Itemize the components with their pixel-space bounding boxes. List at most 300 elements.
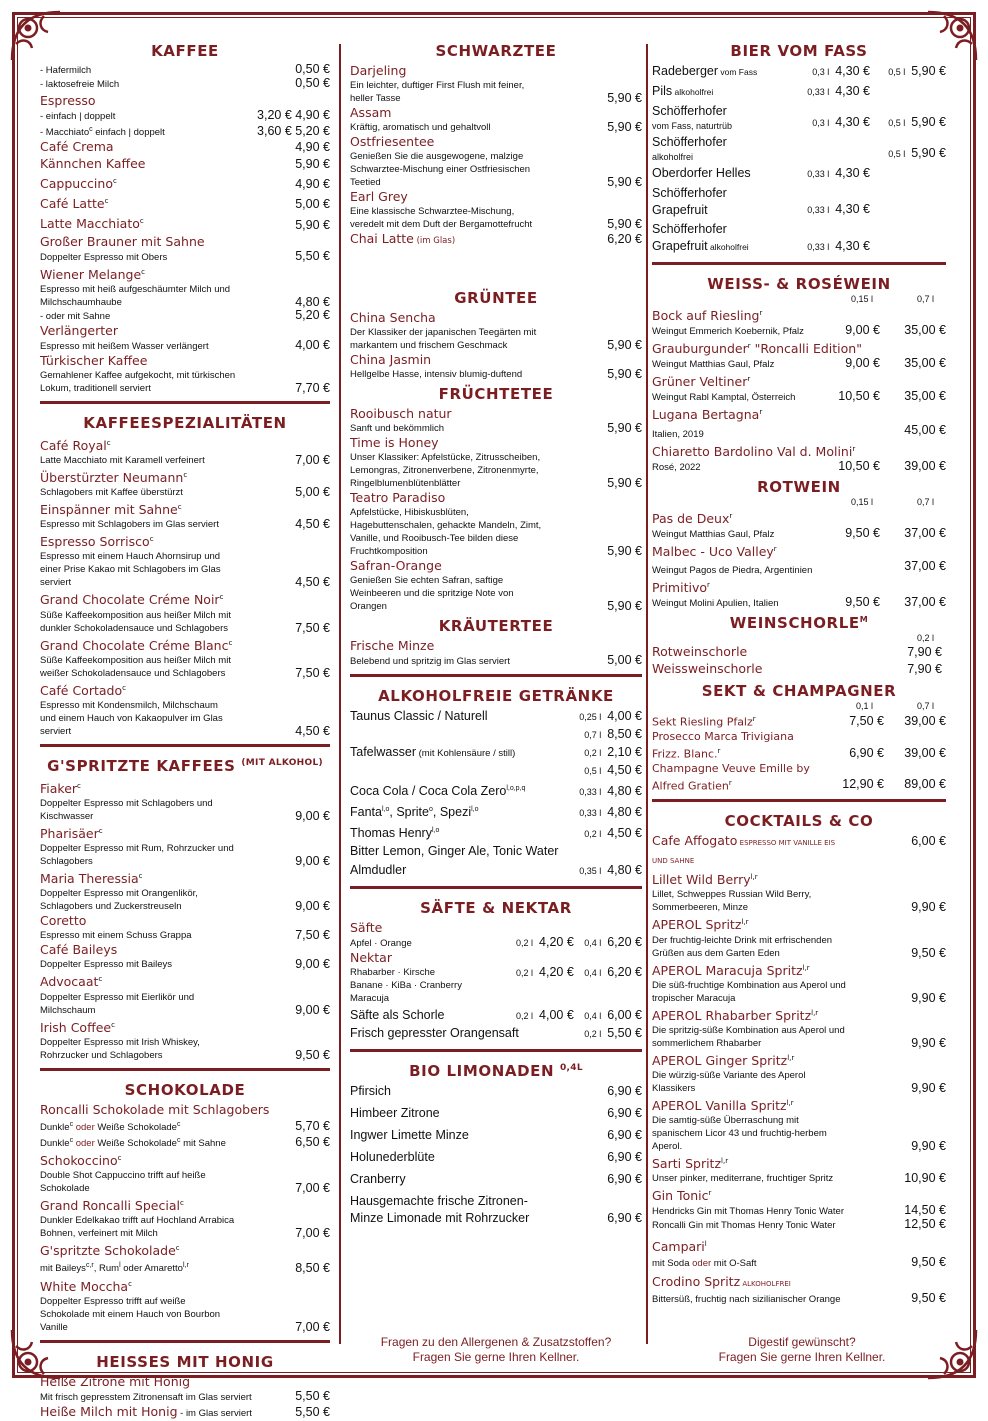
menu-item xyxy=(652,424,946,441)
menu-item: Doppelter Espresso mit Obers 5,50 € xyxy=(40,248,330,263)
menu-item: Doppelter Espresso trifft auf weiße Schokolade mit einem Hauch von Bourbon Vanille 7,00 € xyxy=(40,1295,330,1334)
item-price: 9,90 € xyxy=(911,1035,946,1050)
item-name: Schokoccino$^c$ xyxy=(40,1153,122,1169)
menu-item: Coca Cola / Coca Cola Zero$^{l,o,p,q}$ 0,33 l 4,80 € xyxy=(350,784,642,799)
item-note: alkoholfrei xyxy=(652,152,694,162)
menu-item: Weissweinschorle 7,90 € xyxy=(652,661,942,677)
menu-item xyxy=(652,560,946,577)
item-name: APEROL Vanilla Spritz$^{l,r}$ xyxy=(652,1098,794,1114)
item-prices xyxy=(820,527,946,540)
item-price: 5,90 € xyxy=(607,476,642,490)
item-description: Die spritzig-süße Kombination aus Aperol und sommerlichem Rhabarber xyxy=(652,1024,845,1049)
section-title: BIO LIMONADEN $^{0,4L}$ xyxy=(409,1062,583,1081)
item-name: Nektar xyxy=(350,950,392,966)
section-honig xyxy=(40,1349,330,1421)
item-footnote: r xyxy=(852,444,856,453)
section-schokolade xyxy=(40,1077,330,1334)
section-title: WEISS- & ROSÉWEIN xyxy=(707,275,891,293)
price-large xyxy=(870,63,946,81)
menu-item: Mit frisch gepresstem Zitronensaft im Glas serviert 5,50 € xyxy=(40,1388,330,1403)
item-description: Genießen Sie echten Safran, saftige Weinbeeren und die spritzige Note von Orangen xyxy=(350,575,514,612)
menu-item xyxy=(652,103,946,132)
item-name: Grauburgunder$^r$ "Roncalli Edition" xyxy=(652,341,862,357)
item-name: Gin Tonic$^r$ xyxy=(652,1188,712,1204)
item-name: Ingwer Limette Minze xyxy=(350,1128,469,1143)
item-name: Schöfferhofer Grapefruit xyxy=(652,186,727,217)
price-small xyxy=(784,238,870,256)
section-divider xyxy=(40,1340,330,1343)
item-price: 35,00 € xyxy=(904,389,946,404)
item-price: 9,50 € xyxy=(845,595,880,610)
item-name: Großer Brauner mit Sahne xyxy=(40,233,205,249)
item-name: Coretto xyxy=(40,913,87,929)
item-footnote: c xyxy=(111,1020,115,1029)
menu-item xyxy=(652,165,946,183)
item-description: Lillet, Schweppes Russian Wild Berry, Sommerbeeren, Minze xyxy=(652,889,812,914)
item-name: Campari$^l$ xyxy=(652,1239,707,1255)
menu-item xyxy=(652,460,946,474)
item-footnote: r xyxy=(759,408,763,417)
item-name: Pharisäer$^c$ xyxy=(40,826,103,842)
menu-item: 0,5 l 4,50 € xyxy=(584,763,642,777)
item-price: 7,00 € xyxy=(295,1226,330,1241)
item-name: APEROL Ginger Spritz$^{l,r}$ xyxy=(652,1053,795,1068)
item-name: Espresso xyxy=(40,93,96,108)
item-description: Die samtig-süße Überraschung mit spanischem Licor 43 und fruchtig-herbem Aperol. xyxy=(652,1115,827,1153)
price-small xyxy=(784,165,870,183)
item-price: 5,90 € xyxy=(607,175,642,189)
item-name: Café Royal$^c$ xyxy=(40,437,111,453)
section-rotwein: ROTWEIN 0,15 l 0,7 l Pas de Deux$^r$ Weingut Matthias Gaul, Pfalz 9,50 € 37,00 € Malbec - Uco Valley$^r$ Weingut Pagos de Piedra, Argentinien 37,00 € Primitivo$^r$ Weingut Molini Apulien, Italien 9,50 € 37,00 € xyxy=(652,474,946,610)
item-name: Sekt Riesling Pfalz$^r$ xyxy=(652,715,756,729)
menu-item: Fanta$^{l,o}$, Sprite$^o$, Spezi$^{l,o}$ 0,33 l 4,80 € xyxy=(350,805,642,820)
menu-item xyxy=(40,1169,330,1195)
menu-item xyxy=(350,1127,642,1144)
item-price: 89,00 € xyxy=(904,777,946,792)
item-description: Unser pinker, mediterrane, fruchtiger Spritz xyxy=(652,1173,834,1185)
menu-item xyxy=(350,368,642,381)
volume: 0,5 l xyxy=(888,118,906,128)
item-prices xyxy=(820,424,946,437)
section-divider xyxy=(40,744,330,747)
item-footnote: l,r xyxy=(787,1053,795,1062)
volume: 0,33 l xyxy=(807,205,830,215)
item-name: Rooibusch natur xyxy=(350,406,452,421)
section-title: SCHOKOLADE xyxy=(124,1080,246,1099)
item-footnote: r xyxy=(747,342,751,351)
menu-item: Heiße Milch mit Honig - im Glas serviert 5,50 € xyxy=(40,1403,330,1419)
item-footnote: c xyxy=(138,872,143,881)
item-name: Earl Grey xyxy=(350,189,408,204)
menu-item xyxy=(40,486,330,499)
item-description: Doppelter Espresso mit Eierlikör und Milchschaum xyxy=(40,991,195,1016)
item-note: vom Fass xyxy=(718,67,758,77)
item-footnote: l,r xyxy=(786,1099,794,1107)
item-footnote: r xyxy=(752,715,756,724)
item-price: 7,50 € xyxy=(295,620,330,635)
item-description: Double Shot Cappuccino trifft auf heiße Schokolade xyxy=(40,1170,206,1195)
menu-item xyxy=(40,518,330,531)
section-cocktails xyxy=(652,808,946,1305)
item-footnote: r xyxy=(747,375,751,384)
menu-item: Gemahlener Kaffee aufgekocht, mit türkischen Lokum, traditionell serviert 7,70 € xyxy=(40,369,330,395)
section-title: ALKOHOLFREIE GETRÄNKE xyxy=(378,687,614,705)
item-footnote: c xyxy=(122,683,126,692)
menu-item xyxy=(652,712,946,730)
section-title: KRÄUTERTEE xyxy=(438,617,554,635)
column-divider xyxy=(646,44,648,1344)
item-name: APEROL Maracuja Spritz$^{l,r}$ xyxy=(652,962,810,978)
item-price: 10,50 € xyxy=(838,458,880,473)
section-saefte xyxy=(350,895,642,1043)
section-title: FRÜCHTETEE xyxy=(438,385,554,403)
item-price: 6,90 € xyxy=(607,1084,642,1099)
item-prices xyxy=(820,596,946,609)
menu-item: - Macchiato$^c$ einfach | doppelt 3,60 € 5,20 € xyxy=(40,124,330,139)
item-name: Grand Chocolate Créme Noir$^c$ xyxy=(40,592,224,608)
item-name: Holunederblüte xyxy=(350,1150,435,1165)
item-name: China Sencha xyxy=(350,310,436,325)
item-price: 37,00 € xyxy=(904,559,946,574)
item-footnote: l,r xyxy=(741,918,749,927)
item-name: Bock auf Riesling$^r$ xyxy=(652,308,763,324)
item-description: Dunkler Edelkakao trifft auf Hochland Arrabica Bohnen, verfeinert mit Milch xyxy=(40,1215,235,1240)
item-footnote: c xyxy=(179,1199,184,1208)
item-price: 45,00 € xyxy=(904,422,946,437)
item-price: 4,30 € xyxy=(835,115,870,129)
menu-item xyxy=(40,1036,330,1062)
section-divider xyxy=(652,262,946,265)
item-price: 4,30 € xyxy=(835,239,870,253)
section-title: KAFFEESPEZIALITÄTEN xyxy=(83,413,287,432)
item-name: Einspänner mit Sahne$^c$ xyxy=(40,502,182,518)
menu-item: - oder mit Sahne 5,20 € xyxy=(40,307,330,322)
menu-item: Taunus Classic / Naturell 0,25 l 4,00 € xyxy=(350,709,642,723)
menu-item xyxy=(40,842,330,868)
menu-item xyxy=(40,887,330,913)
column-right xyxy=(652,38,946,1306)
item-name: Champagne Veuve Emille by Alfred Gratien$^r$ xyxy=(652,761,810,793)
section-gruentee xyxy=(350,285,642,381)
menu-item: Café Crema 4,90 € xyxy=(40,139,330,155)
menu-item xyxy=(350,1083,642,1100)
item-name: Lugana Bertagna$^r$ xyxy=(652,407,763,423)
menu-item xyxy=(652,185,946,219)
item-prices xyxy=(820,357,946,370)
item-description: Espresso mit Schlagobers im Glas serviert xyxy=(40,519,219,531)
section-divider xyxy=(40,1068,330,1071)
item-name: Advocaat$^c$ xyxy=(40,974,103,990)
menu-item: Chai Latte (im Glas) 6,20 € xyxy=(350,231,642,246)
item-price: 9,90 € xyxy=(911,900,946,915)
item-name: G'spritzte Schokolade$^c$ xyxy=(40,1243,180,1259)
item-description: Weingut Molini Apulien, Italien xyxy=(652,598,779,610)
item-footnote: c xyxy=(219,593,224,602)
item-description: Latte Macchiato mit Karamell verfeinert xyxy=(40,454,205,466)
menu-item xyxy=(40,699,330,738)
item-price: 4,30 € xyxy=(835,84,870,98)
price-large xyxy=(870,201,946,219)
menu-item: Apfel · Orange 0,2 l 4,20 € 0,4 l 6,20 € xyxy=(350,935,642,950)
item-price xyxy=(820,424,880,437)
item-name: Café Cortado$^c$ xyxy=(40,682,126,698)
item-name: Heiße Zitrone mit Honig xyxy=(40,1373,191,1389)
item-prices xyxy=(784,201,946,219)
menu-item xyxy=(350,1193,642,1227)
volume: 0,3 l xyxy=(812,118,830,128)
item-description: Espresso mit Kondensmilch, Milchschaum und einem Hauch von Kakaopulver im Glas serviert xyxy=(40,699,223,737)
item-name: Verlängerter xyxy=(40,322,118,338)
item-description: Genießen Sie die ausgewogene, malzige Schwarztee-Mischung einer Ostfriesischen Teetied xyxy=(350,151,531,188)
column-middle xyxy=(350,38,642,1232)
menu-item xyxy=(350,1149,642,1166)
item-footnote: c xyxy=(98,827,103,836)
item-price: 9,50 € xyxy=(845,525,880,540)
item-name: Grand Chocolate Créme Blanc$^c$ xyxy=(40,637,233,653)
item-description: Weingut Rabl Kamptal, Österreich xyxy=(652,392,796,404)
item-description: Doppelter Espresso mit Baileys xyxy=(40,959,172,971)
item-prices xyxy=(784,238,946,256)
item-name: Ostfriesentee xyxy=(350,134,435,149)
item-footnote: c xyxy=(117,1153,122,1162)
price-large xyxy=(870,145,946,163)
section-title: COCKTAILS & CO xyxy=(724,812,874,831)
item-price: 4,30 € xyxy=(835,166,870,180)
item-description: Hellgelbe Hasse, intensiv blumig-duftend xyxy=(350,369,523,380)
item-footnote: l,r xyxy=(721,1157,729,1166)
item-price: 10,50 € xyxy=(838,389,880,404)
section-title: BIER VOM FASS xyxy=(730,42,868,60)
item-description: Doppelter Espresso mit Orangenlikör, Schlagobers und Zuckerstreuseln xyxy=(40,888,198,913)
item-prices xyxy=(784,114,946,132)
item-price: 7,50 € xyxy=(849,713,884,728)
item-name: Pfirsich xyxy=(350,1084,391,1099)
item-note: vom Fass, naturtrüb xyxy=(652,121,733,131)
item-description: Weingut Pagos de Piedra, Argentinien xyxy=(652,565,813,577)
menu-item: Espresso mit heißem Wasser verlängert 4,00 € xyxy=(40,337,330,352)
section-alkoholfrei xyxy=(350,683,642,880)
section-divider xyxy=(350,1049,642,1052)
menu-item xyxy=(652,324,946,338)
volume: 0,3 l xyxy=(812,67,830,77)
column-divider xyxy=(339,44,341,1344)
price-large xyxy=(870,83,946,101)
menu-item xyxy=(652,63,946,81)
menu-item: Cafe Affogato ESPRESSO MIT VANILLE EIS UND SAHNE 6,00 € xyxy=(652,833,946,866)
item-footnote: c xyxy=(98,975,103,984)
item-name: White Moccha$^c$ xyxy=(40,1278,132,1294)
section-title: ROTWEIN xyxy=(757,477,841,496)
section-gspritzte xyxy=(40,753,330,1062)
menu-item xyxy=(40,797,330,823)
menu-item xyxy=(350,79,642,105)
item-name: Darjeling xyxy=(350,63,407,78)
item-name: Assam xyxy=(350,105,392,120)
item-prices xyxy=(828,745,946,762)
item-name: Schöfferhofer Grapefruit alkoholfrei xyxy=(652,222,749,253)
item-name: Überstürzter Neumann$^c$ xyxy=(40,470,188,486)
item-name: Roncalli Schokolade mit Schlagobers xyxy=(40,1101,270,1117)
item-price: 9,50 € xyxy=(295,1047,330,1062)
menu-item: - Hafermilch 0,50 € xyxy=(40,62,330,76)
menu-item: Bitter Lemon, Ginger Ale, Tonic Water xyxy=(350,844,559,859)
item-price: 7,00 € xyxy=(295,452,330,467)
item-price: 5,90 € xyxy=(607,91,642,105)
item-description: Weingut Emmerich Koebernik, Pfalz xyxy=(652,326,804,338)
item-prices xyxy=(820,460,946,473)
item-name: Espresso Sorrisco$^c$ xyxy=(40,534,154,550)
item-price: 9,00 € xyxy=(295,809,330,824)
item-price: 37,00 € xyxy=(904,525,946,540)
section-kraeutertee xyxy=(350,613,642,668)
item-price: 9,00 € xyxy=(295,1002,330,1017)
item-price: 5,90 € xyxy=(607,367,642,381)
menu-item xyxy=(652,527,946,541)
footer-digestif: Digestif gewünscht? Fragen Sie gerne Ihren Kellner. xyxy=(718,1335,886,1364)
item-prices xyxy=(820,390,946,403)
price-small xyxy=(784,201,870,219)
item-name: Türkischer Kaffee xyxy=(40,352,148,368)
item-name: Maria Theressia$^c$ xyxy=(40,871,143,887)
item-prices xyxy=(784,83,946,101)
item-price: 9,90 € xyxy=(911,1139,946,1154)
item-name: Fiaker$^c$ xyxy=(40,781,81,797)
menu-item xyxy=(652,221,946,256)
item-prices xyxy=(820,324,946,337)
item-note: alkoholfrei xyxy=(672,87,714,97)
menu-item: - einfach | doppelt 3,20 € 4,90 € xyxy=(40,108,330,122)
item-footnote: c xyxy=(228,638,233,647)
menu-item xyxy=(350,1171,642,1188)
item-price: 9,00 € xyxy=(295,854,330,869)
item-description: Kräftig, aromatisch und gehaltvoll xyxy=(350,122,491,133)
item-price: 4,30 € xyxy=(835,202,870,216)
section-title: SCHWARZTEE xyxy=(435,42,557,60)
item-footnote: r xyxy=(773,544,777,553)
price-large xyxy=(870,165,946,183)
item-name: Grand Roncalli Special$^c$ xyxy=(40,1198,184,1214)
item-price: 39,00 € xyxy=(904,745,946,760)
menu-item xyxy=(652,730,946,762)
item-price: 6,90 € xyxy=(849,745,884,760)
item-description: Süße Kaffeekomposition aus heißer Milch mit dunkler Schokoladensauce und Schlagobers xyxy=(40,609,231,634)
item-price: 9,90 € xyxy=(911,1081,946,1095)
menu-item: Café Latte$^c$ 5,00 € xyxy=(40,196,330,212)
item-name: Himbeer Zitrone xyxy=(350,1106,440,1121)
item-price: 4,50 € xyxy=(295,723,330,738)
menu-item: Hendricks Gin mit Thomas Henry Tonic Water 14,50 € xyxy=(652,1203,946,1218)
menu-item xyxy=(350,121,642,134)
item-price: 9,90 € xyxy=(911,990,946,1005)
item-prices xyxy=(820,560,946,573)
item-description: Ein leichter, duftiger First Flush mit feiner, heller Tasse xyxy=(350,80,525,104)
item-footnote: r xyxy=(728,778,732,787)
item-description: Die würzig-süße Variante des Aperol Klassikers xyxy=(652,1070,806,1094)
item-name: Safran-Orange xyxy=(350,558,442,573)
item-footnote: l,r xyxy=(750,873,758,882)
volume: 0,33 l xyxy=(807,87,830,97)
item-description: Weingut Matthias Gaul, Pfalz xyxy=(652,359,775,371)
menu-item xyxy=(40,454,330,467)
menu-item xyxy=(652,83,946,101)
item-prices xyxy=(828,776,946,793)
menu-item xyxy=(652,979,946,1005)
menu-item: Rotweinschorle 7,90 € xyxy=(652,644,942,660)
item-price: 6,90 € xyxy=(607,1128,642,1143)
item-price: 5,90 € xyxy=(607,217,642,231)
menu-item xyxy=(652,762,946,794)
section-divider xyxy=(350,886,642,889)
item-price: 7,00 € xyxy=(295,1181,330,1196)
item-name: APEROL Spritz$^{l,r}$ xyxy=(652,917,749,933)
item-price: 4,50 € xyxy=(295,575,330,590)
price-large xyxy=(870,238,946,256)
menu-item xyxy=(350,150,642,189)
item-name: China Jasmin xyxy=(350,352,432,367)
menu-item xyxy=(350,506,642,558)
menu-item xyxy=(40,654,330,680)
menu-item: Thomas Henry$^{l,o}$ 0,2 l 4,50 € xyxy=(350,826,642,841)
item-description: Espresso mit einem Schuss Grappa xyxy=(40,930,192,942)
price-small xyxy=(784,114,870,132)
item-price: 9,50 € xyxy=(911,945,946,960)
menu-item: Bittersüß, fruchtig nach sizilianischer Orange 9,50 € xyxy=(652,1290,946,1305)
item-price: 7,50 € xyxy=(295,928,330,943)
item-footnote: c xyxy=(149,535,154,544)
item-description: Doppelter Espresso mit Rum, Rohrzucker und Schlagobers xyxy=(40,843,234,868)
item-description: Italien, 2019 xyxy=(652,428,704,440)
section-weisswein: WEISS- & ROSÉWEIN 0,15 l 0,7 l Bock auf Riesling$^r$ Weingut Emmerich Koebernik, Pfalz 9,00 € 35,00 € Grauburgunder$^r$ "Roncalli Edition" Weingut Matthias Gaul, Pfalz 9,00 € 35,00 € Grüner Veltiner$^r$ Weingut Rabl Kamptal, Österreich 10,50 € 35,00 € Lugana Bertagna$^r$ Italien, 2019 45,00 € Chiaretto Bardolino Val d. Molini$^r$ Rosé, 2022 10,50 € 39,00 € xyxy=(652,271,946,474)
menu-item: Belebend und spritzig im Glas serviert 5,00 € xyxy=(350,653,642,667)
item-price: 35,00 € xyxy=(904,323,946,338)
item-price: 9,00 € xyxy=(295,899,330,914)
menu-item xyxy=(350,422,642,435)
item-name: Teatro Paradiso xyxy=(350,490,446,505)
menu-item xyxy=(652,888,946,914)
item-description: Doppelter Espresso mit Irish Whiskey, Rohrzucker und Schlagobers xyxy=(40,1036,200,1061)
menu-item: mit Baileys$^{c,r}$, Rum$^l$ oder Amaretto$^{l,r}$ 8,50 € xyxy=(40,1260,330,1275)
menu-item: Tafelwasser (mit Kohlensäure / still) 0,2 l 2,10 € xyxy=(350,745,642,759)
item-footnote: c xyxy=(77,781,81,790)
menu-item xyxy=(40,991,330,1017)
section-divider xyxy=(350,674,642,677)
item-price: 5,00 € xyxy=(295,485,330,500)
item-price: 9,00 € xyxy=(845,356,880,371)
item-description: Doppelter Espresso mit Schlagobers und Kischwasser xyxy=(40,798,213,823)
item-description: Espresso mit einem Hauch Ahornsirup und einer Prise Kakao mit Schlagobers im Glas serviert xyxy=(40,551,221,589)
item-name: Malbec - Uco Valley$^r$ xyxy=(652,544,777,560)
item-name: Crodino Spritz ALKOHOLFREI xyxy=(652,1273,791,1289)
item-prices xyxy=(784,165,946,183)
item-price: 4,30 € xyxy=(835,64,870,78)
section-title: SÄFTE & NEKTAR xyxy=(420,899,572,918)
menu-item xyxy=(652,1069,946,1095)
item-name: Cranberry xyxy=(350,1172,406,1187)
item-name: Radeberger vom Fass xyxy=(652,64,758,78)
section-title: G'SPRITZTE KAFFEES $^{(MIT ALKOHOL)}$ xyxy=(47,756,323,775)
item-description: Weingut Matthias Gaul, Pfalz xyxy=(652,528,775,540)
item-price: 6,90 € xyxy=(607,1150,642,1165)
section-divider xyxy=(652,799,946,802)
item-footnote: c xyxy=(177,503,182,512)
item-description: Unser Klassiker: Apfelstücke, Zitrusscheiben, Lemongras, Zitronenverbene, Zitronenmyrte, Ringelblumenblütenblätter xyxy=(350,452,541,489)
item-price: 37,00 € xyxy=(904,595,946,610)
item-price: 39,00 € xyxy=(904,713,946,728)
item-price: 35,00 € xyxy=(904,356,946,371)
item-footnote: r xyxy=(717,746,721,755)
section-sekt: SEKT & CHAMPAGNER 0,1 l 0,7 l Sekt Riesling Pfalz$^r$ 7,50 € 39,00 € Prosecco Marca Trivigiana Frizz. Blanc.$^r$ 6,90 € 39,00 € Champagne Veuve Emille by Alfred Gratien$^r$ 12,90 € 89,00 € xyxy=(652,678,946,793)
menu-item: Dunkle$^c$ oder Weiße Schokolade$^c$ 5,70 € xyxy=(40,1118,330,1133)
